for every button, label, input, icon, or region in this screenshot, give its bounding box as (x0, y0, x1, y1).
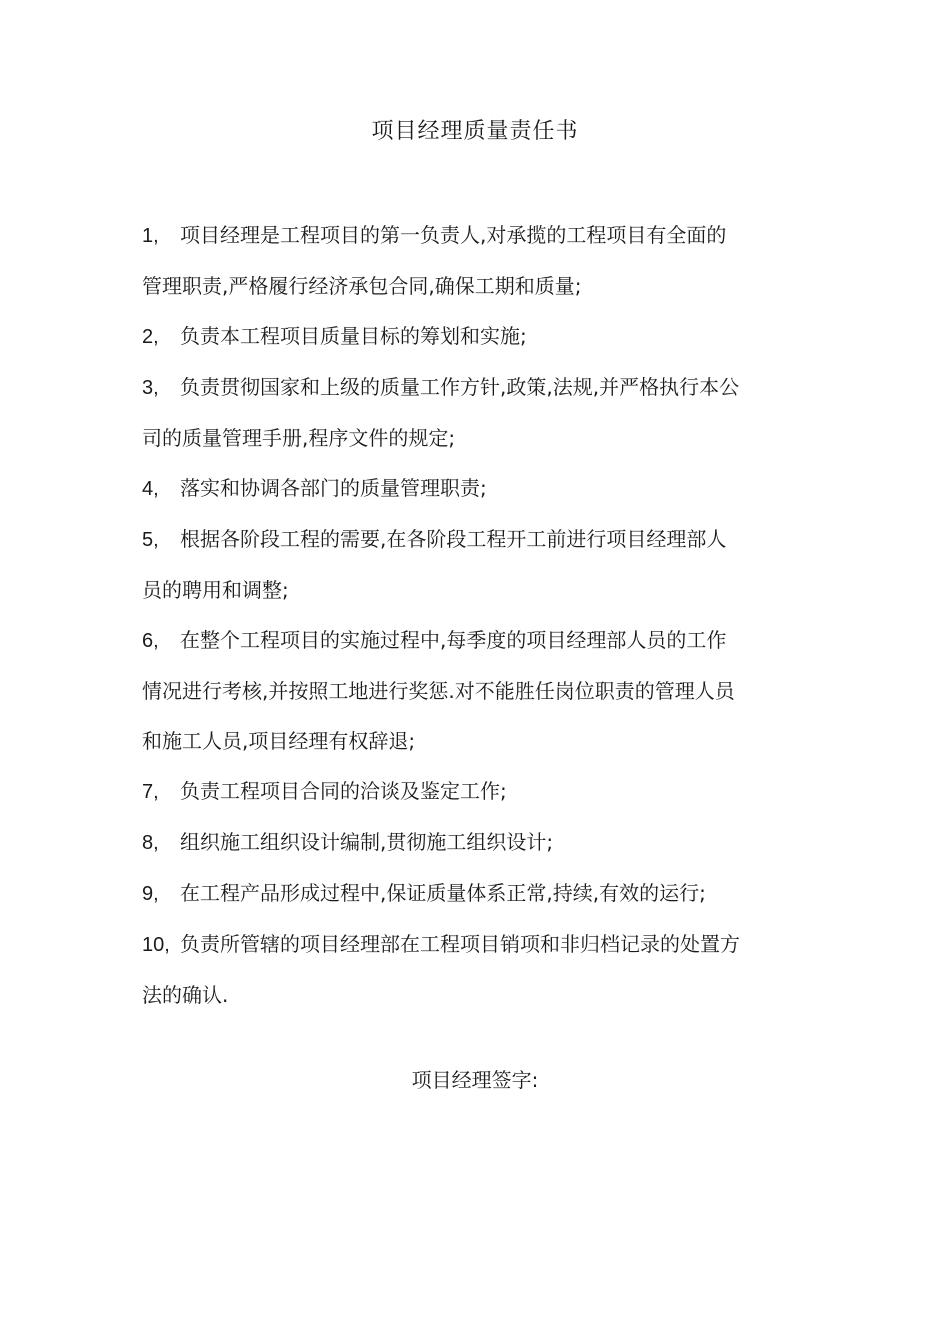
item-text-continued: 司的质量管理手册,程序文件的规定; (142, 426, 456, 450)
item-text-continued: 法的确认. (142, 983, 229, 1007)
item-number: 7, (142, 781, 159, 803)
list-item (142, 766, 812, 817)
responsibility-list (142, 210, 812, 1020)
item-text: 负责本工程项目质量目标的筹划和实施; (180, 324, 527, 348)
item-number: 5, (142, 529, 159, 551)
document-title: 项目经理质量责任书 (371, 119, 579, 144)
item-text-continued: 员的聘用和调整; (142, 578, 289, 602)
list-item (142, 362, 812, 463)
item-number: 6, (142, 630, 159, 652)
item-text: 组织施工组织设计编制,贯彻施工组织设计; (180, 830, 554, 854)
list-item (142, 463, 812, 514)
list-item (142, 817, 812, 868)
item-text: 负责贯彻国家和上级的质量工作方针,政策,法规,并严格执行本公 (180, 375, 740, 399)
item-text: 负责所管辖的项目经理部在工程项目销项和非归档记录的处置方 (180, 932, 740, 956)
item-text-continued: 管理职责,严格履行经济承包合同,确保工期和质量; (142, 274, 582, 298)
item-text: 在工程产品形成过程中,保证质量体系正常,持续,有效的运行; (180, 881, 706, 905)
signature-label: 项目经理签字: (411, 1068, 539, 1092)
list-item (142, 514, 812, 615)
list-item (142, 311, 812, 362)
item-text: 落实和协调各部门的质量管理职责; (180, 476, 487, 500)
item-text: 项目经理是工程项目的第一负责人,对承揽的工程项目有全面的 (180, 223, 727, 247)
item-text: 在整个工程项目的实施过程中,每季度的项目经理部人员的工作 (180, 628, 727, 652)
item-text: 根据各阶段工程的需要,在各阶段工程开工前进行项目经理部人 (180, 527, 727, 551)
item-number: 10, (142, 934, 170, 956)
item-text-continued: 情况进行考核,并按照工地进行奖惩.对不能胜任岗位职责的管理人员 (142, 679, 735, 703)
item-number: 2, (142, 326, 159, 348)
item-number: 8, (142, 832, 159, 854)
item-number: 9, (142, 883, 159, 905)
list-item (142, 210, 812, 311)
item-text-continued: 和施工人员,项目经理有权辞退; (142, 729, 416, 753)
item-text: 负责工程项目合同的洽谈及鉴定工作; (180, 779, 507, 803)
item-number: 1, (142, 225, 159, 247)
list-item (142, 919, 812, 1020)
list-item (142, 615, 812, 766)
list-item (142, 868, 812, 919)
item-number: 4, (142, 478, 159, 500)
item-number: 3, (142, 377, 159, 399)
